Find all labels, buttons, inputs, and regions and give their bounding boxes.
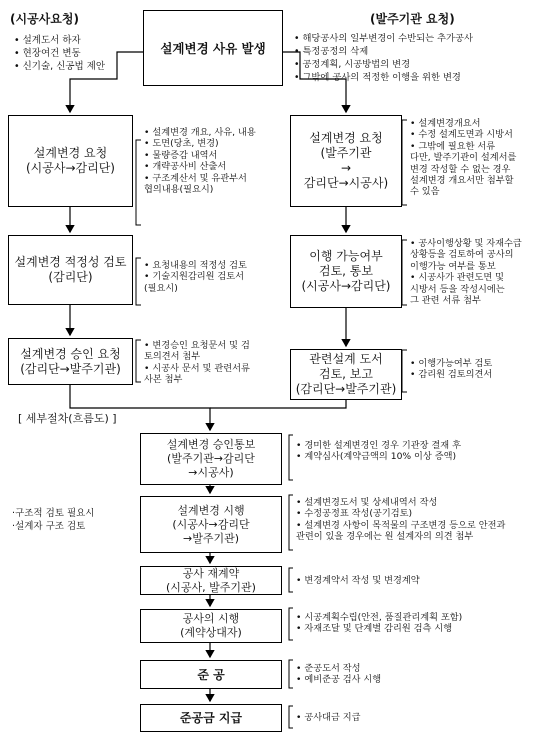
final-payment-box: 준공금 지급 <box>140 704 282 732</box>
list-item: • 설계변경개요서 <box>410 118 481 129</box>
related-docs-list <box>410 358 492 381</box>
final-payment-docs <box>296 712 361 723</box>
list-item: ·구조적 검토 필요시 <box>12 508 95 519</box>
list-item: • 변경계약서 작성 및 변경계약 <box>296 575 420 586</box>
list-item: 관련이 있을 경우에는 원 설계자의 의견 첨부 <box>296 531 474 543</box>
list-item: • 그밖에 공사의 적정한 이행을 위한 변경 <box>294 72 461 83</box>
list-item: • 기술지원감리원 검토서 <box>144 271 245 283</box>
list-item: 상황등을 검토하여 공사의 <box>410 249 514 261</box>
list-item: • 감리원 검토의견서 <box>410 369 493 381</box>
list-item: • 수정 설계도면과 시방서 <box>410 129 513 141</box>
list-item: 변경 작성할 수 없는 경우 <box>410 163 511 175</box>
feasibility-docs <box>410 238 522 306</box>
client-request-list <box>294 32 473 84</box>
list-item: 다만, 발주기관이 설계서를 <box>410 152 517 164</box>
approval-notice-docs <box>296 440 461 463</box>
change-execution-box: 설계변경 시행 (시공사→감리단 →발주기관) <box>140 496 282 553</box>
list-item: • 계약심사(계약금액의 10% 이상 증액) <box>296 451 457 463</box>
list-item: • 그밖에 필요한 서류 <box>410 140 496 152</box>
approval-request-box: 설계변경 승인 요청 (감리단→발주기관) <box>8 338 133 385</box>
completion-docs <box>296 663 381 686</box>
client-request-title: (발주기관 요청) <box>370 12 455 26</box>
feasibility-box: 이행 가능여부 검토, 통보 (시공사→감리단) <box>290 235 402 308</box>
change-reason-box: 설계변경 사유 발생 <box>143 10 283 86</box>
change-request-client-docs <box>410 118 516 198</box>
list-item: 설계변경 개요서만 첨부할 <box>410 175 514 187</box>
list-item: • 수정공정표 작성(공기검토) <box>296 508 413 520</box>
list-item: • 예비준공 검사 시행 <box>296 674 382 686</box>
list-item: • 공사이행상황 및 자재수급 <box>410 238 522 249</box>
list-item: 이행가능 여부를 통보 <box>410 260 496 272</box>
side-notes <box>12 507 94 533</box>
change-request-client-box: 설계변경 요청 (발주기관 → 감리단→시공사) <box>290 115 402 207</box>
list-item: • 현장여건 변동 <box>14 48 81 59</box>
list-item: • 변경승인 요청문서 및 검 <box>144 340 250 351</box>
contractor-request-list <box>14 34 105 73</box>
change-execution-docs <box>296 497 505 543</box>
list-item: 그 관련 서류 첨부 <box>410 295 481 307</box>
list-item: • 준공도서 작성 <box>296 663 361 674</box>
list-item: • 해당공사의 일부변경이 수반되는 추가공사 <box>294 33 473 44</box>
list-item: • 시공사 문서 및 관련서류 <box>144 362 250 374</box>
list-item: • 공정계획, 시공방법의 변경 <box>294 59 411 70</box>
list-item: (필요시) <box>144 282 178 294</box>
list-item: • 개략공사비 산출서 <box>144 161 227 173</box>
construction-box: 공사의 시행 (계약상대자) <box>140 609 282 643</box>
adequacy-review-box: 설계변경 적정성 검토 (감리단) <box>8 235 133 305</box>
list-item: • 이행가능여부 검토 <box>410 358 493 369</box>
list-item: 협의내용(필요시) <box>144 184 214 196</box>
list-item: • 설계변경도서 및 상세내역서 작성 <box>296 497 438 508</box>
change-request-box: 설계변경 요청 (시공사→감리단) <box>8 115 133 207</box>
list-item: 토의견서 첨부 <box>144 351 201 363</box>
change-request-docs <box>144 127 256 195</box>
list-item: ·설계자 구조 검토 <box>12 521 86 532</box>
list-item: • 특정공정의 삭제 <box>294 46 369 57</box>
recontract-box: 공사 재계약 (시공사, 발주기관) <box>140 566 282 595</box>
list-item: 시방서 등을 작성시에는 <box>410 283 505 295</box>
list-item: • 도면(당초, 변경) <box>144 138 219 150</box>
list-item: • 신기술, 신공법 제안 <box>14 61 106 72</box>
list-item: • 경미한 설계변경인 경우 기관장 결재 후 <box>296 440 461 451</box>
list-item: • 시공사가 관련도면 및 <box>410 272 505 284</box>
list-item: • 물량증감 내역서 <box>144 149 218 161</box>
list-item: • 설계변경 개요, 사유, 내용 <box>144 127 256 138</box>
approval-request-docs <box>144 340 250 386</box>
approval-notice-box: 설계변경 승인통보 (발주기관→감리단 →시공사) <box>140 433 282 485</box>
list-item: • 요청내용의 적정성 검토 <box>144 260 247 271</box>
list-item: 수 있음 <box>410 186 440 198</box>
list-item: • 설계도서 하자 <box>14 35 81 46</box>
construction-docs <box>296 612 462 635</box>
completion-box: 준 공 <box>140 660 282 689</box>
list-item: • 설계변경 사항이 목적물의 구조변경 등으로 안전과 <box>296 519 506 531</box>
section-label: [ 세부절차(흐름도) ] <box>18 412 117 425</box>
list-item: 사본 첨부 <box>144 374 183 386</box>
list-item: • 자재조달 및 단계별 감리원 검측 시행 <box>296 623 453 635</box>
recontract-docs <box>296 575 420 586</box>
list-item: • 공사대금 지급 <box>296 712 361 723</box>
list-item: • 시공계획수립(안전, 품질관리계획 포함) <box>296 612 463 623</box>
list-item: • 구조계산서 및 유관부서 <box>144 172 247 184</box>
adequacy-review-docs <box>144 260 247 294</box>
related-docs-box: 관련설계 도서 검토, 보고 (감리단→발주기관) <box>290 349 402 400</box>
contractor-request-title: (시공사요청) <box>10 12 79 26</box>
